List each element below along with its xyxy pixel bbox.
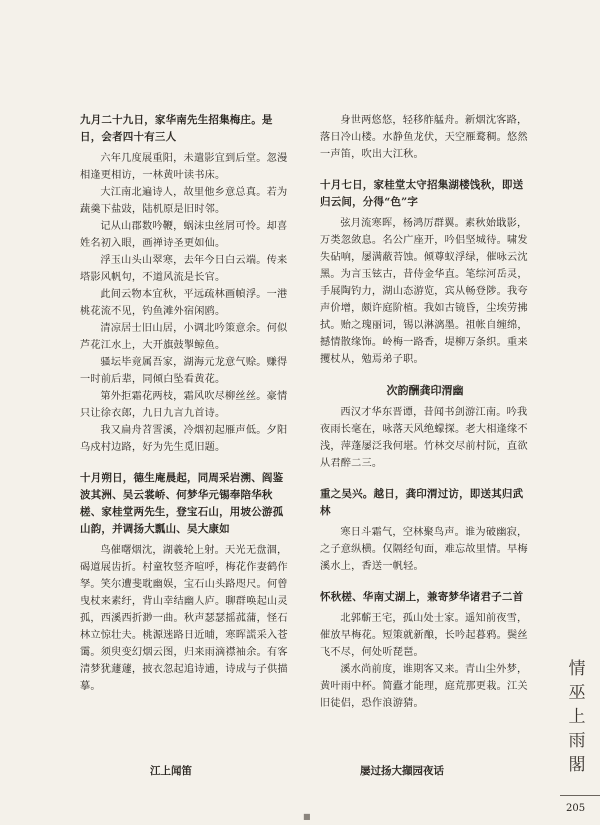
section-title: 九月二十九日，家华南先生招集梅庄。是日，会者四十有三人	[80, 114, 273, 143]
poem-paragraph: 记从山郡数吟鞭，蜗沫虫丝屑可怜。却喜姓名初入眼，画禅诗圣更如仙。	[80, 221, 288, 249]
poem-paragraph: 北郭蘄王宅，孤山处士家。遥知前夜雪，催放早梅花。短策就新酿，长吟起暮鸦。鬓丝飞不尽，何处听琵琶。	[320, 613, 528, 658]
poem-paragraph: 弦月流寒晖，杨鸿厉群翼。素秋始戢影，万类忽敛息。名公广座开，吟侣坚城待。啸发失砧响，屡满蔽苔蚀。倾尊蚁浮绿，催咏云沈黑。为言玉铉古，昔侍金华直。笔综河岳灵，手展陶钓力，湖山态游览，宾从畅登陟。我夸声价增，颇许庭阶植。我如古镜昏，尘埃劳拂拭。贻之瑰丽词，锡以淋漓墨。祖帐自缠绵，撼情散缘饰。岭梅一路香，堤柳万条织。重来攫杖从，勉焉弟子职。	[320, 218, 528, 365]
section-title: 怀秋槎、华南丈湖上，兼寄梦华诸君子二首	[320, 591, 524, 603]
footer-title-left: 江上闻笛	[150, 765, 192, 777]
section-title: 十月七日，家桂堂太守招集湖楼饯秋，即送归云间，分得“色”字	[320, 179, 524, 208]
section-title: 重之吴兴。越日，龚印渭过访，即送其归武林	[320, 488, 524, 517]
poem-paragraph: 大江南北遍诗人，故里他乡意总真。若为蔬羹下盐豉，陆机原是旧时邻。	[80, 187, 288, 215]
poem-paragraph: 西汉才华东晋谭，昔闻书剑游江南。吟我夜雨长毫在，咏落天风绝蠓探。老大相逢缘不浅，萍蓬屡泛我何堪。竹林交尽前村阮，直欲从君醉二三。	[320, 407, 528, 469]
footer-title-right: 屡过扬大擷园夜话	[360, 765, 444, 777]
poem-paragraph: 第外拒霜花两枝，霜风吹尽柳丝丝。豪情只让徐衣郎，九日九言九首诗。	[80, 391, 288, 419]
publication-logo	[564, 660, 590, 774]
section-3	[320, 177, 530, 368]
logo-char: 情	[568, 659, 586, 679]
poem-paragraph: 此间云物本宜秋，平远疏林画幀浮。一港桃花流不见，钓鱼滩外宿闲鸥。	[80, 289, 288, 317]
poem-paragraph: 身世两悠悠，轻移舴艋舟。新烟沈客路，落日冷山楼。水静鱼龙伏，天空雁鹜稠。悠然一声笛，吹出大江秋。	[320, 115, 528, 160]
section-heading: 次韵酬龚印渭幽	[386, 384, 464, 397]
poem-paragraph: 六年几度展重阳，未遣影宜到后堂。忽漫相逢更相访，一林黄叶读书床。	[80, 153, 288, 181]
poem-paragraph: 清凉居士旧山居，小调北吟策意余。何似芦花江水上，大开旗鼓掣鲸鱼。	[80, 323, 288, 351]
left-column	[80, 112, 290, 709]
logo-char: 巫	[568, 683, 586, 703]
page-number: 205	[566, 803, 586, 814]
logo-char: 上	[568, 707, 586, 727]
poem-paragraph: 寒日斗霜气，空林聚鸟声。谁为破幽寂，之子意纵横。仅隔经旬面，难忘故里情。早梅溪水上，香送一帆轻。	[320, 527, 528, 572]
right-column	[320, 112, 530, 726]
page-number-divider	[560, 795, 600, 796]
logo-char: 閣	[568, 755, 586, 775]
logo-char: 雨	[568, 731, 586, 751]
section-title: 十月朔日，德生庵晨起，同周采岩溯、阎鉴波其洲、吴云裳峤、何梦华元锡奉陪华秋槎、家桂堂两先生，登宝石山，用坡公游孤山韵，并调扬大瓢山、吴大康如	[80, 472, 284, 535]
section-4	[320, 382, 530, 472]
poem-paragraph: 浮玉山头山翠寒，去年今日白云端。传来塔影风帆句，不道风流是长官。	[80, 255, 288, 283]
section-5	[320, 486, 530, 575]
section-2	[80, 470, 290, 695]
poem-paragraph: 鸟催曙烟沈，湖羲轮上射。天光无盘涸，碣道展齿折。村童牧竖齐喧呼，梅花作妻鹤作孥。笑尔遭斐耽幽娱，宝石山头路咫尺。何曾曳杖来素纡，背山幸结幽人庐。聊群唤起山灵孤，西溪西折渺一曲。秋声瑟瑟摇菰蒲，怪石林立惊壮夫。桃源迷路日近晡，寒晖謊采入苍霭。须臾变幻烟云图，归来雨滴襟袖余。有客清梦犹蘧蘧，披衣忽起追诗逋，诗成与子供描摹。	[80, 545, 288, 692]
section-1	[80, 112, 290, 456]
poem-paragraph: 我又扁舟苕霅溪，冷烟初起雁声低。夕阳乌戍村边路，好为先生觅旧题。	[80, 425, 288, 453]
ink-mark: ■	[303, 812, 311, 821]
poem-paragraph: 骚坛毕竟属吾家，湖海元龙意气赊。赚得一时前后辈，同倾白坠看黄花。	[80, 357, 288, 385]
poem-paragraph: 溪水尚前度，谁期客又来。青山尘外梦，黄叶雨中杯。简蠹才能理，庭荒那更栽。江关旧徒侣，恐作浪游猜。	[320, 664, 528, 709]
section-6	[320, 589, 530, 712]
intro-block	[320, 112, 530, 163]
